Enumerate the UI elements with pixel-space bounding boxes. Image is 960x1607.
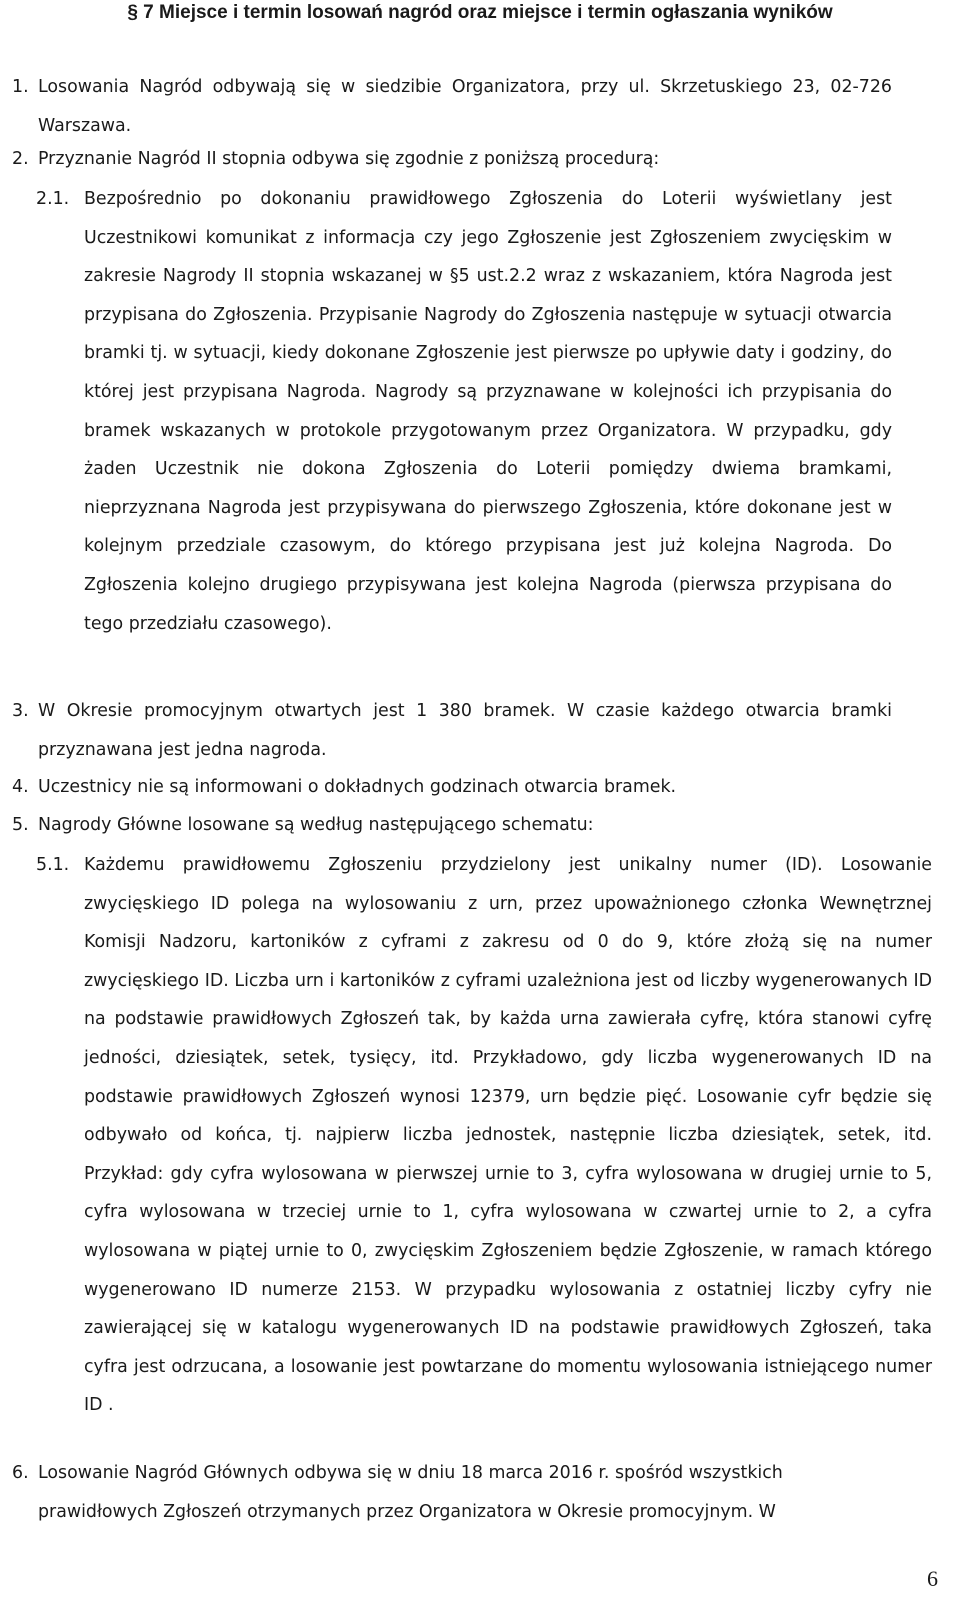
item-number: 2.1. bbox=[36, 189, 70, 209]
item-text: W Okresie promocyjnym otwartych jest 1 380 bramek. W czasie każdego otwarcia bramki przyznawana jest jedna nagroda. bbox=[38, 701, 892, 760]
item-text: Uczestnicy nie są informowani o dokładnych godzinach otwarcia bramek. bbox=[38, 777, 677, 797]
item-text: Losowania Nagród odbywają się w siedzibie Organizatora, przy ul. Skrzetuskiego 23, 02-726 Warszawa. bbox=[38, 77, 892, 136]
item-number: 4. bbox=[12, 777, 29, 797]
page-number: 6 bbox=[927, 1566, 938, 1591]
list-item-5 bbox=[12, 806, 892, 845]
item-text: Bezpośrednio po dokonaniu prawidłowego Zgłoszenia do Loterii wyświetlany jest Uczestnikowi komunikat z informacja czy jego Zgłoszenie jest Zgłoszeniem zwycięskim w zakresie Nagrody II stopnia wskazanej w §5 ust.2.2 wraz z wskazaniem, która Nagroda jest przypisana do Zgłoszenia. Przypisanie Nagrody do Zgłoszenia następuje w sytuacji otwarcia bramki tj. w sytuacji, kiedy dokonane Zgłoszenie jest pierwsze po upływie daty i godziny, do której jest przypisana Nagroda. Nagrody są przyznawane w kolejności ich przypisania do bramek wskazanych w protokole przygotowanym przez Organizatora. W przypadku, gdy żaden Uczestnik nie dokona Zgłoszenia do Loterii pomiędzy dwiema bramkami, nieprzyznana Nagroda jest przypisywana do pierwszego Zgłoszenia, które dokonane jest w kolejnym przedziale czasowym, do którego przypisana jest już kolejna Nagroda. Do Zgłoszenia kolejno drugiego przypisywana jest kolejna Nagroda (pierwsza przypisana do tego przedziału czasowego). bbox=[84, 189, 892, 634]
list-item-6 bbox=[12, 1454, 892, 1531]
section-heading: § 7 Miejsce i termin losowań nagród oraz miejsce i termin ogłaszania wyników bbox=[127, 2, 833, 23]
item-text: Nagrody Główne losowane są według następującego schematu: bbox=[38, 815, 594, 835]
item-number: 3. bbox=[12, 701, 29, 721]
item-text: Każdemu prawidłowemu Zgłoszeniu przydzielony jest unikalny numer (ID). Losowanie zwycięskiego ID polega na wylosowaniu z urn, przez upoważnionego członka Wewnętrznej Komisji Nadzoru, kartoników z cyframi z zakresu od 0 do 9, które złożą się na numer zwycięskiego ID. Liczba urn i kartoników z cyframi uzależniona jest od liczby wygenerowanych ID na podstawie prawidłowych Zgłoszeń tak, by każda urna zawierała cyfrę, która stanowi cyfrę jedności, dziesiątek, setek, tysięcy, itd. Przykładowo, gdy liczba wygenerowanych ID na podstawie prawidłowych Zgłoszeń wynosi 12379, urn będzie pięć. Losowanie cyfr będzie się odbywało od końca, tj. najpierw liczba jednostek, następnie liczba dziesiątek, setek, itd. Przykład: gdy cyfra wylosowana w pierwszej urnie to 3, cyfra wylosowana w drugiej urnie to 5, cyfra wylosowana w trzeciej urnie to 1, cyfra wylosowana w czwartej urnie to 2, a cyfra wylosowana w piątej urnie to 0, zwycięskim Zgłoszeniem będzie Zgłoszenie, w ramach którego wygenerowano ID numerze 2153. W przypadku wylosowania z ostatniej liczby cyfry nie zawierającej się w katalogu wygenerowanych ID na podstawie prawidłowych Zgłoszeń, taka cyfra jest odrzucana, a losowanie jest powtarzane do momentu wylosowania istniejącego numer ID . bbox=[84, 855, 932, 1416]
item-text: Losowanie Nagród Głównych odbywa się w dniu 18 marca 2016 r. spośród wszystkich prawidłowych Zgłoszeń otrzymanych przez Organizatora w Okresie promocyjnym. W bbox=[38, 1463, 783, 1522]
item-number: 5. bbox=[12, 815, 29, 835]
list-item-3 bbox=[12, 692, 892, 769]
item-number: 5.1. bbox=[36, 855, 70, 875]
item-number: 2. bbox=[12, 149, 29, 169]
list-item-1 bbox=[12, 68, 892, 145]
list-item-2-1 bbox=[36, 180, 892, 643]
item-number: 1. bbox=[12, 77, 29, 97]
item-number: 6. bbox=[12, 1463, 29, 1483]
item-text: Przyznanie Nagród II stopnia odbywa się zgodnie z poniższą procedurą: bbox=[38, 149, 660, 169]
list-item-4 bbox=[12, 768, 892, 807]
list-item-2 bbox=[12, 140, 892, 179]
list-item-5-1 bbox=[36, 846, 932, 1425]
